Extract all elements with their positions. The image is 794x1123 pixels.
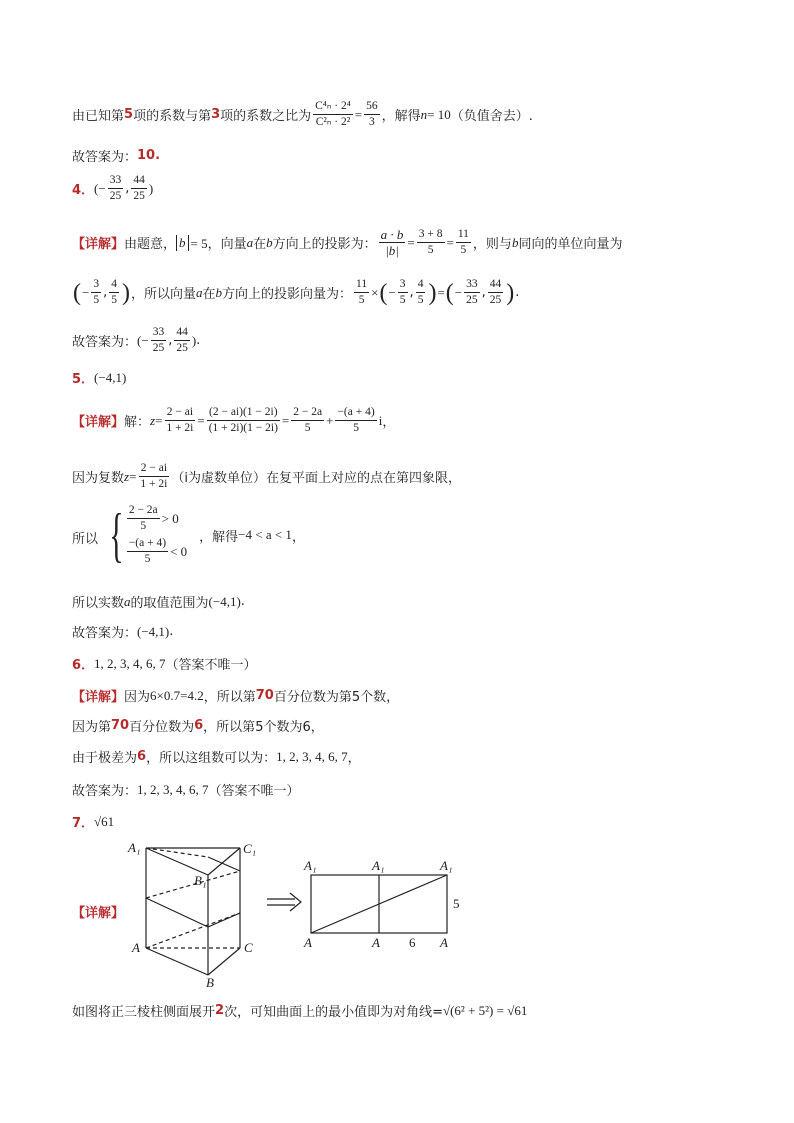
unfold-label-bot1: A (304, 935, 312, 950)
q5-sys-frac-2 (127, 537, 168, 566)
equals: = (354, 106, 363, 122)
question-number: 4． (72, 183, 95, 198)
frac-den: 25 (109, 190, 122, 202)
q4-var-b: b (511, 234, 519, 250)
times: × (371, 284, 379, 300)
q6-text: 因为第 (72, 720, 112, 735)
detail-label: 【详解】 (72, 690, 125, 705)
frac-num: 4 (109, 278, 119, 293)
frac-den: |b| (385, 243, 399, 258)
relation: > 0 (161, 510, 179, 526)
equals: = (407, 234, 415, 250)
q4-projection-value (417, 228, 445, 257)
frac-den: 25 (489, 294, 502, 306)
q3-var-n: n (420, 106, 428, 122)
q7-text: 次，可知曲面上的最小值即为对角线= (224, 1005, 443, 1020)
q4-var-b: b (266, 234, 273, 250)
frac-den: 25 (176, 342, 188, 354)
q4-unit-y (416, 278, 426, 307)
q6-answer-note: （答案不唯一） (208, 784, 300, 799)
q7-count: 2 (215, 1003, 225, 1018)
minus: − (454, 284, 463, 300)
frac-num: (2 − ai)(1 − 2i) (207, 406, 280, 421)
q5-text: 所以 (72, 532, 99, 547)
frac-num: 3 (91, 278, 101, 293)
q4-answer-neg: (− (137, 332, 149, 348)
q5-text: 的取值范围为 (130, 596, 209, 611)
q6-header (72, 654, 257, 673)
frac-den: 25 (152, 342, 165, 354)
unfold-label-bot2: A (372, 935, 380, 950)
path-seg-5 (208, 913, 240, 927)
q6-value: 6 (194, 718, 204, 733)
q7-figure (120, 835, 480, 990)
q6-text: ，所以第 (203, 720, 256, 735)
frac-num: 2 − ai (139, 462, 169, 477)
q5-var-z: z (150, 412, 156, 428)
q4-answer-line: 故答案为： (− $\frac{33}{25}$ , $\frac{44}{25}$ ) . (72, 326, 201, 354)
q3-text: 项的系数之比为 (220, 109, 312, 124)
frac-den: 5 (304, 422, 311, 434)
q5-solution: −4 < a < 1 (238, 527, 292, 542)
q6-text: 5个数为 (255, 720, 303, 735)
q4-text: 由题意， (124, 237, 177, 252)
punct: . (240, 594, 245, 609)
q5-text: 因为复数 (72, 471, 125, 486)
imaginary-unit: i (378, 412, 383, 428)
q6-answer: 1, 2, 3, 4, 6, 7 (94, 655, 166, 671)
punct: . (515, 285, 520, 300)
q5-inequality-system: { $\frac{2 - 2a}{5}$ > 0 $\frac{-(a + 4)}{5}$ < 0 ，解得 −4 < a < 1 ， (109, 502, 305, 568)
q4-text: 在 (253, 237, 267, 252)
frac-num: 2 − 2a (127, 504, 160, 519)
q3-line (72, 100, 533, 129)
q7-text: 如图将正三棱柱侧面展开 (72, 1005, 216, 1020)
q7-detail-label-line (72, 902, 124, 921)
q6-text: ，所以这组数可以为： (146, 751, 277, 766)
q6-text: ，所以第 (203, 690, 256, 705)
q5-answer: (−4,1) (94, 369, 127, 385)
q3-term-5: 5 (124, 107, 134, 122)
frac-num: −(a + 4) (335, 406, 376, 421)
frac-num: 44 (131, 174, 147, 189)
frac-den: C²ₙ · 2² (315, 116, 351, 128)
q5-answer-line (72, 622, 173, 641)
q7-diagonal-expr: √(6² + 5²) = √61 (442, 1002, 528, 1018)
path-seg-4 (146, 898, 208, 927)
edge-B1C1 (208, 848, 240, 875)
q4-text: 方向上的投影向量为： (222, 287, 353, 302)
path-seg-6 (146, 913, 240, 948)
punct: ， (291, 529, 305, 545)
label-C: C (244, 940, 253, 955)
frac-den: 5 (460, 244, 467, 256)
q6-answer-list: 1, 2, 3, 4, 6, 7 (137, 781, 209, 797)
label-C1: C₁ (243, 841, 257, 856)
edge-BC (208, 948, 240, 975)
frac-num: 2 − 2a (291, 406, 324, 421)
unfold-height-label: 5 (453, 896, 460, 911)
frac-num: C⁴ₙ · 2⁴ (313, 100, 353, 115)
label-A: A (132, 940, 140, 955)
unfold-label-top3: A₁ (440, 858, 453, 873)
punct: . (196, 333, 201, 348)
q4-answer-frac-x (151, 326, 167, 355)
q4-answer-frac-y (174, 326, 190, 355)
q6-text: 6， (302, 720, 324, 735)
q5-fraction-4 (335, 406, 376, 435)
q5-detail-line-3-label (72, 528, 98, 547)
frac-den: 5 (140, 520, 147, 532)
q6-percentile: 70 (111, 718, 130, 733)
answer-prefix: 故答案为： (72, 335, 138, 350)
punct: ， (382, 415, 396, 430)
frac-num: 33 (464, 278, 480, 293)
frac-den: 5 (353, 422, 359, 434)
q4-detail-line-2: ( − $\frac{3}{5}$ , $\frac{4}{5}$ ) ，所以向量 a 在 b 方向上的投影向量为： $\frac{11}{5}$ × ( − $\frac{3}{5}$ , $\frac{4}{5}$ ) = ( − $\frac{33}{25}$ , $\frac{44}{25}$ ) . (73, 278, 520, 306)
q5-sys-frac-1 (127, 504, 160, 533)
q5-answer-value: (−4,1) (137, 623, 170, 639)
detail-label: 【详解】 (72, 415, 125, 430)
equals: = (446, 234, 454, 250)
frac-den: 5 (111, 294, 117, 306)
q6-text: 因为 (124, 690, 151, 705)
frac-den: 3 (368, 116, 375, 128)
q4-unit-y (109, 278, 119, 307)
equals: = (155, 412, 163, 428)
q4-text: ，所以向量 (130, 287, 196, 302)
q3-answer-value: 10 (137, 148, 156, 163)
q6-text: 由于极差为 (72, 751, 138, 766)
q6-range: 6 (137, 749, 147, 764)
q5-text: ，解得 (199, 529, 239, 545)
q6-detail-line-3 (72, 747, 361, 766)
frac-num: 11 (354, 278, 369, 293)
frac-num: a · b (380, 227, 404, 242)
frac-den: 5 (417, 294, 424, 306)
q5-detail-line-1 (72, 406, 395, 435)
frac-den: 25 (133, 190, 145, 202)
frac-num: 44 (488, 278, 504, 293)
q3-answer-line (72, 146, 160, 165)
q5-fraction-1 (164, 406, 195, 435)
q6-expression: 6×0.7=4.2 (150, 687, 204, 703)
equals: = (281, 412, 290, 428)
arrow-head (290, 893, 301, 911)
q4-scale-fraction (354, 278, 369, 307)
q5-header (72, 368, 126, 387)
question-number: 7． (72, 816, 95, 831)
q6-text: 百分位数为第 (273, 690, 352, 705)
q5-text: 解： (124, 415, 151, 430)
frac-num: 3 + 8 (417, 228, 445, 243)
q5-detail-line-2 (72, 462, 461, 491)
q4-text: 在 (202, 287, 216, 302)
q4-text: 同向的单位向量为 (518, 237, 623, 252)
q4-text: = 5，向量 (190, 236, 247, 251)
q5-var-a: a (124, 593, 131, 609)
q4-norm-b: b (176, 235, 189, 251)
q6-answer-note: （答案不唯一） (165, 658, 257, 673)
q7-header (72, 812, 114, 831)
plus: + (326, 412, 334, 428)
q4-text: 方向上的投影为： (272, 237, 377, 252)
q3-result-fraction (364, 100, 380, 129)
q4-answer-frac-x (108, 174, 124, 203)
edge-AB (146, 948, 208, 975)
question-number: 6． (72, 658, 95, 673)
frac-num: 44 (174, 326, 190, 341)
q6-percentile: 70 (255, 688, 274, 703)
q5-detail-line-4 (72, 592, 245, 611)
q4-answer-frac-y (131, 174, 147, 203)
frac-den: 5 (93, 294, 100, 306)
q5-fraction-2 (207, 406, 280, 435)
q5-fraction-3 (291, 406, 324, 435)
frac-den: 5 (358, 294, 365, 306)
label-B: B (206, 975, 214, 990)
q4-result-x (464, 278, 480, 307)
frac-den: 1 + 2i (140, 478, 168, 490)
frac-den: 5 (399, 294, 406, 306)
unfold-label-bot3: A (440, 935, 448, 950)
q5-var-z: z (124, 468, 130, 484)
label-A1: A₁ (128, 840, 141, 855)
unfold-label-top1: A₁ (304, 858, 317, 873)
q4-projection-fraction (379, 228, 406, 257)
q5-text: （i为虚数单位）在复平面上对应的点在第四象限， (171, 471, 461, 486)
punct: . (169, 624, 174, 639)
q6-text: 5个数， (351, 690, 400, 705)
q6-text: 百分位数为 (129, 720, 195, 735)
detail-label: 【详解】 (72, 906, 125, 921)
q4-text: ，则与 (472, 237, 512, 252)
equals: = (197, 412, 205, 428)
answer-prefix: 故答案为： (72, 150, 138, 165)
label-B1: B₁ (194, 873, 207, 888)
q4-result-y (488, 278, 504, 307)
q5-fraction-1 (138, 462, 169, 491)
q4-answer-neg: (− (94, 180, 106, 196)
frac-num: 4 (416, 278, 426, 293)
q5-range: (−4,1) (208, 593, 241, 609)
frac-num: 33 (108, 174, 124, 189)
q3-term-3: 3 (211, 107, 221, 122)
q7-final-line (72, 1001, 527, 1020)
q3-n-value: = 10 (427, 106, 451, 122)
unfold-label-top2: A₁ (372, 858, 385, 873)
path-seg-2 (208, 857, 240, 871)
q4-var-a: a (246, 234, 254, 250)
q6-detail-line-1 (72, 686, 399, 705)
frac-num: 56 (364, 100, 380, 115)
detail-label: 【详解】 (72, 237, 125, 252)
q4-var-a: a (196, 284, 203, 300)
q3-text: 项的系数与第 (133, 109, 212, 124)
frac-den: (1 + 2i)(1 − 2i) (208, 422, 278, 434)
q6-list: 1, 2, 3, 4, 6, 7 (276, 748, 348, 764)
q3-ratio-fraction (313, 100, 353, 129)
q4-detail-line-1 (72, 228, 622, 257)
q3-note: （负值舍去）. (450, 109, 533, 124)
frac-den: 25 (466, 294, 478, 306)
minus: − (388, 284, 396, 300)
q7-answer: √61 (94, 813, 115, 829)
frac-num: 11 (456, 228, 471, 243)
frac-den: 1 + 2i (166, 422, 194, 434)
q6-answer-line (72, 780, 300, 799)
unfold-width-label: 6 (409, 935, 416, 950)
q4-projection-result (456, 228, 471, 257)
question-number: 5． (72, 372, 95, 387)
q3-text: ，解得 (381, 109, 421, 124)
minus: − (82, 284, 90, 300)
frac-den: 5 (427, 244, 434, 256)
punct: ， (347, 751, 361, 766)
punct: . (155, 148, 161, 163)
equals: = (129, 468, 137, 484)
frac-num: 2 − ai (165, 406, 195, 421)
q5-text: 所以实数 (72, 596, 125, 611)
q4-var-b: b (215, 284, 223, 300)
frac-num: −(a + 4) (127, 537, 168, 552)
q4-header: 4． (− $\frac{33}{25}$ , $\frac{44}{25}$ ) (72, 174, 154, 202)
answer-prefix: 故答案为： (72, 626, 138, 641)
frac-num: 33 (151, 326, 167, 341)
q4-unit-x (91, 278, 101, 307)
q3-text: 由已知第 (72, 109, 125, 124)
path-seg-3 (146, 871, 240, 898)
q6-detail-line-2 (72, 716, 324, 735)
answer-prefix: 故答案为： (72, 784, 138, 799)
relation: < 0 (170, 543, 188, 559)
q4-unit-x (398, 278, 408, 307)
equals: = (437, 284, 445, 300)
frac-num: 3 (398, 278, 408, 293)
frac-den: 5 (144, 553, 151, 565)
